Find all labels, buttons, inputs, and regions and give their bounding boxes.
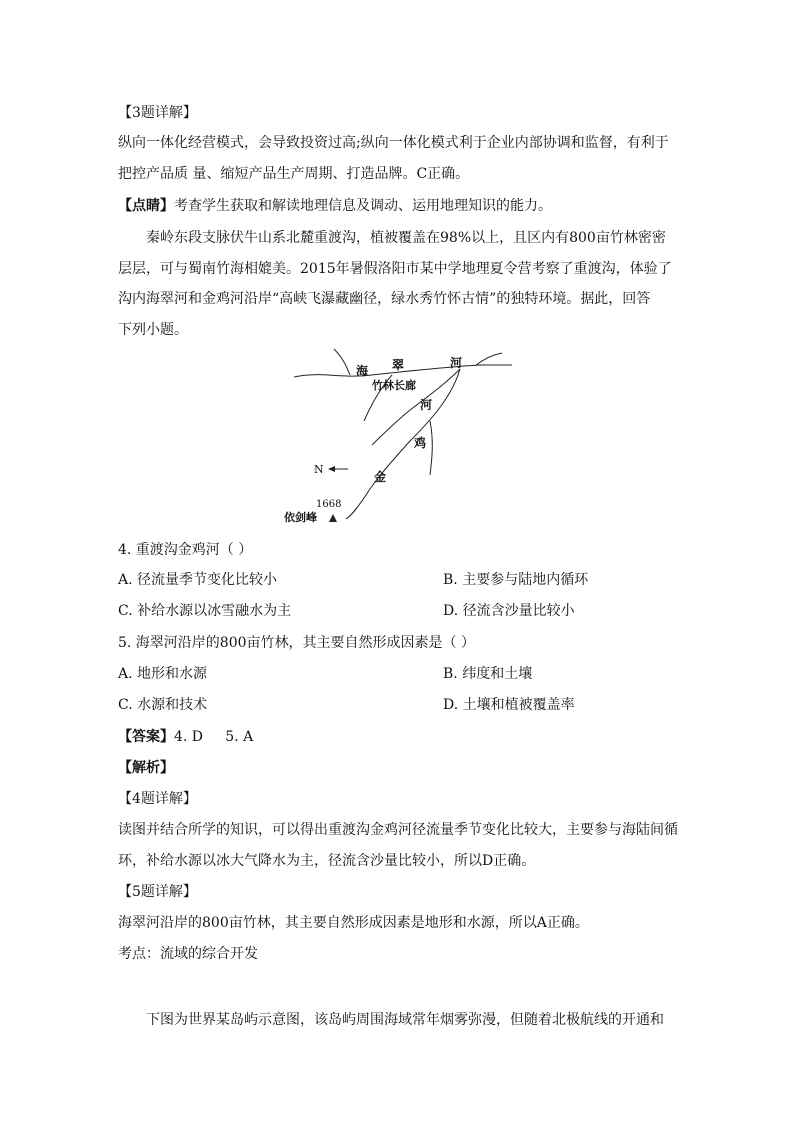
q5-detail-line-1: 海翠河沿岸的800亩竹林，其主要自然形成因素是地形和水源，所以A正确。 [118, 915, 589, 931]
q5-option-b: B. 纬度和土壤 [443, 666, 533, 682]
q4-detail-line-1: 读图并结合所学的知识，可以得出重渡沟金鸡河径流量季节变化比较大，主要参与海陆间循 [118, 822, 678, 838]
q4-stem: 4. 重渡沟金鸡河（ ） [118, 542, 253, 558]
q5-detail-heading: 【5题详解】 [118, 884, 197, 900]
passage-line-4: 下列小题。 [118, 322, 188, 338]
passage-line-3: 沟内海翠河和金鸡河沿岸“高峡飞瀑藏幽径，绿水秀竹怀古情”的独特环境。据此，回答 [118, 291, 651, 307]
q4-option-a: A. 径流量季节变化比较小 [118, 572, 278, 588]
q5-stem: 5. 海翠河沿岸的800亩竹林，其主要自然形成因素是（ ） [118, 635, 475, 651]
north-arrow-icon [328, 466, 335, 472]
dianjing-label: 【点睛】 [118, 198, 174, 214]
answer-label: 【答案】 [118, 729, 174, 745]
map-label-he-top: 河 [450, 356, 463, 370]
map-label-ji: 鸡 [414, 436, 427, 450]
answer-text: 4. D 5. A [174, 729, 254, 745]
tributary-line-1 [334, 349, 350, 375]
q4-option-d: D. 径流含沙量比较小 [443, 603, 575, 619]
next-passage-line-1: 下图为世界某岛屿示意图，该岛屿周围海域常年烟雾弥漫，但随着北极航线的开通和 [146, 1012, 664, 1028]
peak-name: 依剑峰 [284, 511, 317, 524]
q5-option-d: D. 土壤和植被覆盖率 [443, 697, 575, 713]
map-label-cui: 翠 [392, 358, 405, 372]
dianjing [118, 196, 552, 216]
q3-detail-line-1: 纵向一体化经营模式，会导致投资过高;纵向一体化模式利于企业内部协调和监督，有利于 [118, 135, 669, 151]
answer [118, 727, 253, 747]
q4-detail-line-2: 环，补给水源以冰大气降水为主，径流含沙量比较小，所以D正确。 [118, 853, 536, 869]
kaodian: 考点：流域的综合开发 [118, 946, 258, 962]
map-label-jin: 金 [374, 470, 387, 484]
q3-detail-heading: 【3题详解】 [118, 105, 197, 121]
q3-detail-line-2: 把控产品质 量、缩短产品生产周期、打造品牌。C正确。 [118, 166, 470, 182]
map-label-he-mid: 河 [420, 398, 433, 412]
passage-line-2: 层层，可与蜀南竹海相媲美。2015年暑假洛阳市某中学地理夏令营考察了重渡沟，体验了 [118, 261, 672, 277]
analysis-label: 【解析】 [118, 760, 174, 776]
tributary-line-2 [476, 353, 502, 365]
q4-option-b: B. 主要参与陆地内循环 [443, 572, 589, 588]
q4-detail-heading: 【4题详解】 [118, 791, 197, 807]
map-label-hai: 海 [356, 364, 369, 378]
peak-triangle-icon [329, 514, 337, 522]
q4-option-c: C. 补给水源以冰雪融水为主 [118, 603, 292, 619]
q5-option-a: A. 地形和水源 [118, 666, 208, 682]
north-label: N [314, 463, 324, 476]
dianjing-text: 考查学生获取和解读地理信息及调动、运用地理知识的能力。 [174, 198, 552, 214]
q5-option-c: C. 水源和技术 [118, 697, 208, 713]
river-map-figure [280, 345, 520, 530]
peak-elevation: 1668 [316, 499, 342, 510]
tributary-line-5 [430, 421, 432, 475]
passage-line-1: 秦岭东段支脉伏牛山系北麓重渡沟，植被覆盖在98%以上，且区内有800亩竹林密密 [146, 230, 666, 246]
map-label-corridor: 竹林长廊 [372, 379, 416, 392]
